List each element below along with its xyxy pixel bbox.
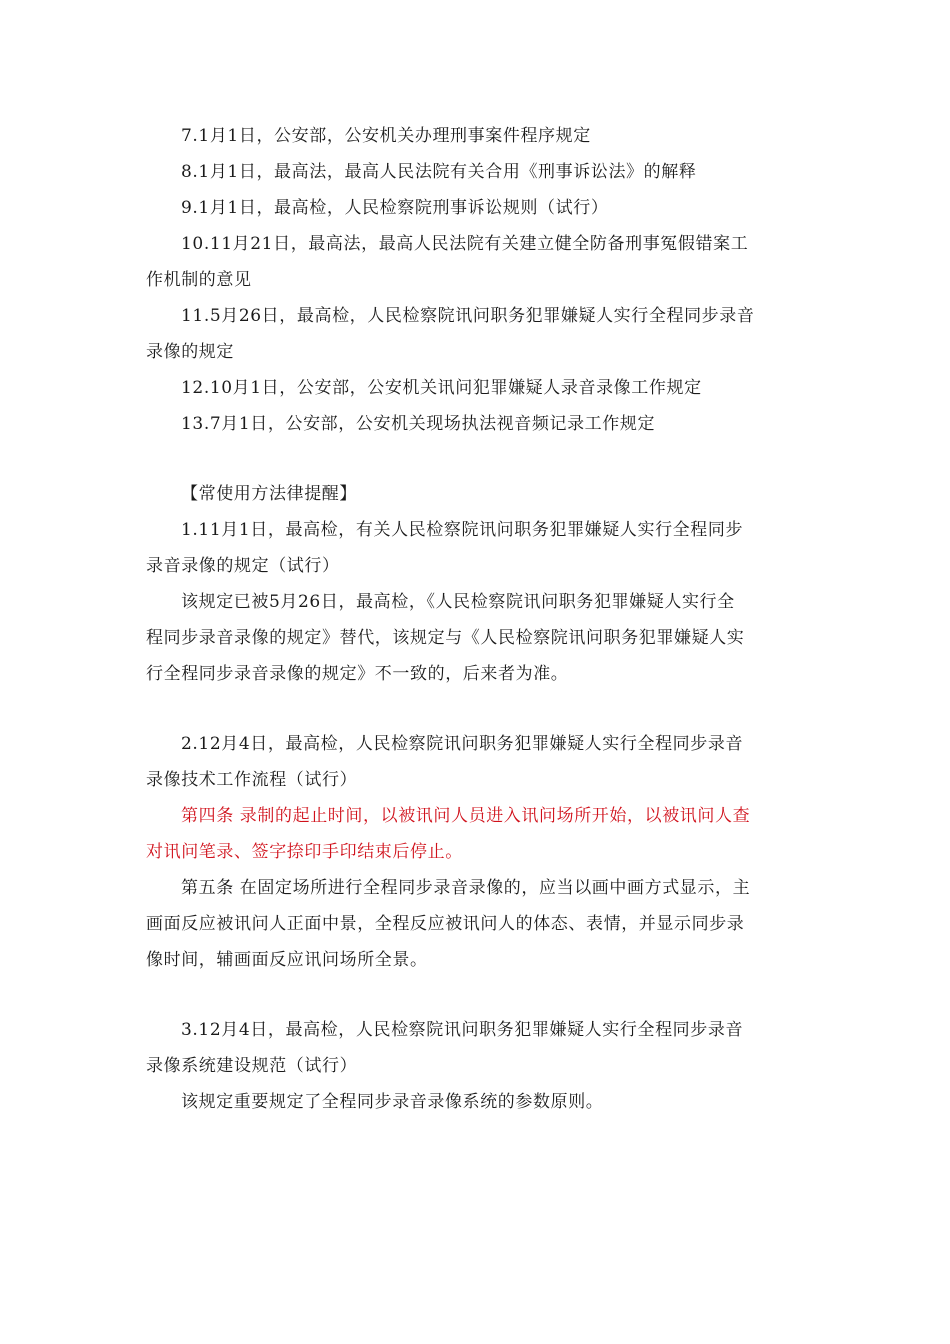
reminder-3-body: 该规定重要规定了全程同步录音录像系统的参数原则。: [181, 1092, 604, 1112]
spacer: [146, 442, 810, 476]
reminder-1-title: 1.11月1日，最高检，有关人民检察院讯问职务犯罪嫌疑人实行全程同步: [181, 520, 744, 540]
list-item-8: 8.1月1日，最高法，最高人民法院有关合用《刑事诉讼法》的解释: [181, 162, 697, 182]
article-5-continued: 像时间，辅画面反应讯问场所全景。: [146, 950, 428, 970]
article-4-highlight-continued: 对讯问笔录、签字捺印手印结束后停止。: [146, 842, 463, 862]
list-item-11-continued: 录像的规定: [146, 342, 234, 362]
reminder-1-body-continued: 行全程同步录音录像的规定》不一致的，后来者为准。: [146, 664, 569, 684]
reminder-heading: 【常使用方法律提醒】: [181, 484, 357, 504]
reminder-3-title: 3.12月4日，最高检，人民检察院讯问职务犯罪嫌疑人实行全程同步录音: [181, 1020, 744, 1040]
list-item-9: 9.1月1日，最高检，人民检察院刑事诉讼规则（试行）: [181, 198, 609, 218]
reminder-2-title: 2.12月4日，最高检，人民检察院讯问职务犯罪嫌疑人实行全程同步录音: [181, 734, 744, 754]
spacer: [146, 978, 810, 1012]
reminder-3-title-continued: 录像系统建设规范（试行）: [146, 1056, 358, 1076]
list-item-10: 10.11月21日，最高法，最高人民法院有关建立健全防备刑事冤假错案工: [181, 234, 749, 254]
reminder-2-title-continued: 录像技术工作流程（试行）: [146, 770, 358, 790]
reminder-1-body-continued: 程同步录音录像的规定》替代，该规定与《人民检察院讯问职务犯罪嫌疑人实: [146, 628, 745, 648]
list-item-10-continued: 作机制的意见: [146, 270, 252, 290]
article-4-highlight: 第四条 录制的起止时间，以被讯问人员进入讯问场所开始，以被讯问人查: [181, 806, 751, 826]
article-5: 第五条 在固定场所进行全程同步录音录像的，应当以画中画方式显示，主: [181, 878, 751, 898]
list-item-11: 11.5月26日，最高检，人民检察院讯问职务犯罪嫌疑人实行全程同步录音: [181, 306, 755, 326]
spacer: [146, 692, 810, 726]
list-item-12: 12.10月1日，公安部，公安机关讯问犯罪嫌疑人录音录像工作规定: [181, 378, 702, 398]
list-item-7: 7.1月1日，公安部，公安机关办理刑事案件程序规定: [181, 126, 591, 146]
document-body: [146, 118, 810, 1120]
reminder-1-title-continued: 录音录像的规定（试行）: [146, 556, 340, 576]
reminder-1-body: 该规定已被5月26日，最高检，《人民检察院讯问职务犯罪嫌疑人实行全: [181, 592, 735, 612]
article-5-continued: 画面反应被讯问人正面中景，全程反应被讯问人的体态、表情，并显示同步录: [146, 914, 745, 934]
list-item-13: 13.7月1日，公安部，公安机关现场执法视音频记录工作规定: [181, 414, 656, 434]
